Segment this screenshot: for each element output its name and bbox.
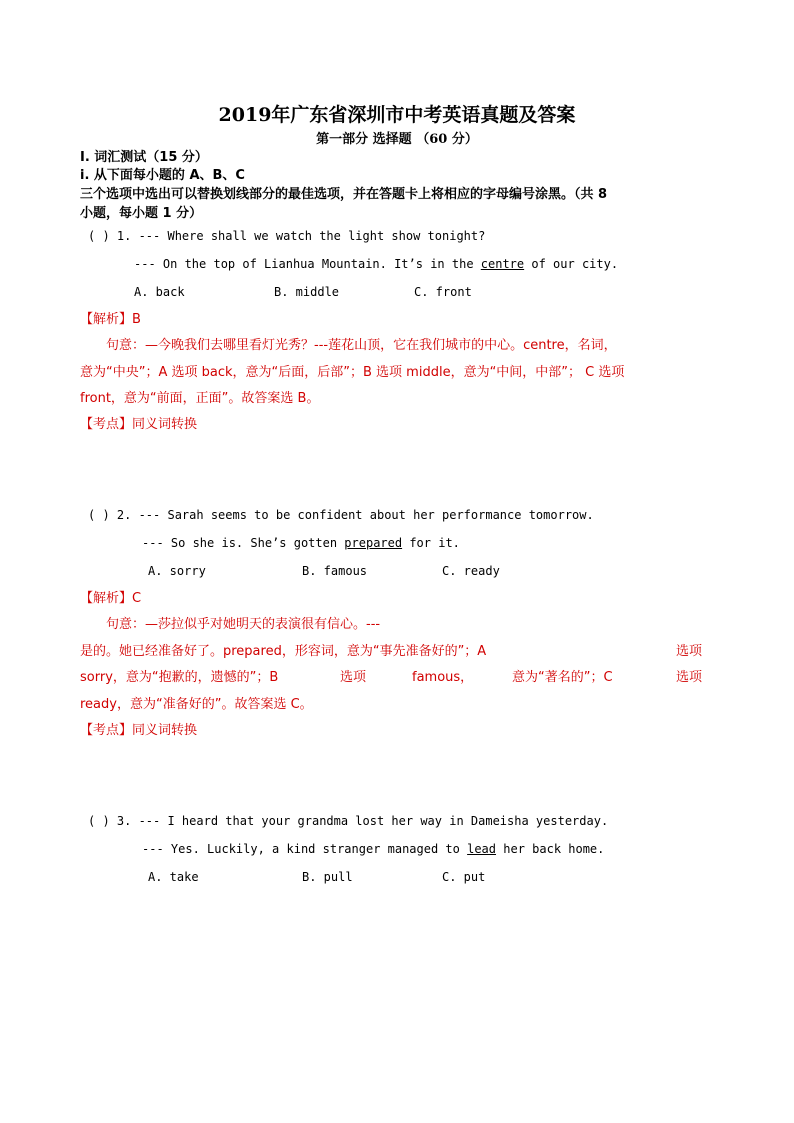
instruction-line-1: 三个选项中选出可以替换划线部分的最佳选项，并在答题卡上将相应的字母编号涂黑。（共 8 bbox=[80, 187, 608, 202]
question-3-option-c: C. put bbox=[442, 870, 486, 884]
question-1-analysis-line: front，意为“前面，正面”。故答案选 B。 bbox=[80, 391, 320, 406]
question-3-reply: --- Yes. Luckily, a kind stranger managed to lead her back home. bbox=[142, 842, 605, 856]
question-2-option-b: B. famous bbox=[302, 564, 368, 578]
page-subtitle: 第一部分 选择题 （60 分） bbox=[316, 132, 478, 147]
question-1-point: 【考点】同义词转换 bbox=[80, 417, 198, 432]
question-2-analysis-word: 选项 bbox=[676, 670, 703, 685]
question-1-analysis-tag: 【解析】B bbox=[80, 312, 141, 327]
question-2-reply: --- So she is. She’s gotten prepared for it. bbox=[142, 536, 460, 550]
question-2-option-c: C. ready bbox=[442, 564, 500, 578]
question-1-reply: --- On the top of Lianhua Mountain. It’s in the centre of our city. bbox=[134, 257, 619, 271]
question-1-stem: ( ) 1. --- Where shall we watch the light show tonight? bbox=[88, 229, 486, 243]
question-1-analysis-line: 意为“中央”；A 选项 back，意为“后面，后部”；B 选项 middle，意为“中间，中部”； C 选项 bbox=[80, 365, 625, 380]
question-2-analysis-line: sorry，意为“抱歉的，遗憾的”；B bbox=[80, 670, 279, 685]
question-2-analysis-word: 选项 bbox=[340, 670, 367, 685]
question-2-analysis-tag: 【解析】C bbox=[80, 591, 142, 606]
question-2-analysis-line: 句意：—莎拉似乎对她明天的表演很有信心。--- bbox=[106, 617, 381, 632]
question-2-option-a: A. sorry bbox=[148, 564, 206, 578]
question-1-option-c: C. front bbox=[414, 285, 472, 299]
question-1-option-b: B. middle bbox=[274, 285, 340, 299]
question-2-analysis-line: ready，意为“准备好的”。故答案选 C。 bbox=[80, 697, 313, 712]
instruction-line-2: 小题，每小题 1 分） bbox=[80, 206, 203, 221]
underlined-word: centre bbox=[480, 257, 525, 271]
question-2-analysis-word: 意为“著名的”；C bbox=[512, 670, 613, 685]
question-3-stem: ( ) 3. --- I heard that your grandma lost her way in Dameisha yesterday. bbox=[88, 814, 609, 828]
question-1-option-a: A. back bbox=[134, 285, 185, 299]
question-2-stem: ( ) 2. --- Sarah seems to be confident about her performance tomorrow. bbox=[88, 508, 594, 522]
question-2-analysis-word: famous， bbox=[412, 670, 474, 685]
page-title: 2019年广东省深圳市中考英语真题及答案 bbox=[218, 104, 576, 126]
section-subheading: i. 从下面每小题的 A、B、C bbox=[80, 168, 245, 183]
question-3-option-a: A. take bbox=[148, 870, 199, 884]
section-heading: I. 词汇测试（15 分） bbox=[80, 150, 208, 165]
question-2-point: 【考点】同义词转换 bbox=[80, 723, 198, 738]
question-1-analysis-line: 句意：—今晚我们去哪里看灯光秀？---莲花山顶，它在我们城市的中心。centre，名词， bbox=[106, 338, 617, 353]
underlined-word: prepared bbox=[344, 536, 403, 550]
question-2-analysis-line: 是的。她已经准备好了。prepared，形容词，意为“事先准备好的”；A bbox=[80, 644, 487, 659]
question-2-analysis-word: 选项 bbox=[676, 644, 703, 659]
underlined-word: lead bbox=[467, 842, 497, 856]
question-3-option-b: B. pull bbox=[302, 870, 353, 884]
